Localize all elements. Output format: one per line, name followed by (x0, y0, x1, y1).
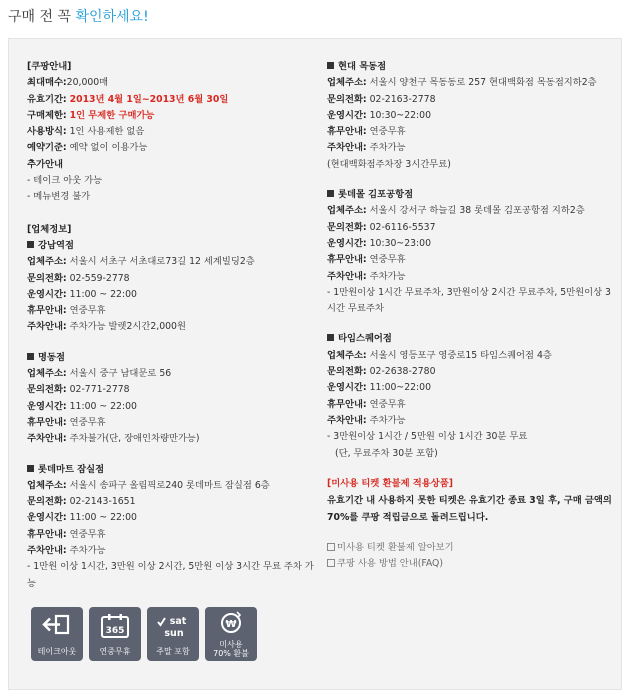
right-column (327, 59, 613, 573)
store-hyundai-mokdong: 현대 목동점 업체주소: 서울시 양천구 목동동로 257 현대백화점 목동점지하2층 문의전화: 02-2163-2778 운영시간: 10:30~22:00 휴무안내: 연중무휴 주차안내: 주차가능 (현대백화점주차장 3시간무료) (327, 59, 613, 173)
store-note: - 1만원이상 1시간 무료주차, 3만원이상 2시간 무료주차, 5만원이상 3시간 무료주차 (327, 286, 611, 315)
badge-label: 주말 포함 (156, 647, 190, 656)
square-bullet-icon (327, 190, 334, 197)
svg-text:sun: sun (164, 628, 184, 639)
left-column (27, 59, 317, 592)
badge-refund (205, 607, 257, 661)
store-note: - 1만원 이상 1시간, 3만원 이상 2시간, 5만원 이상 3시간 무료 주차 가능 (27, 561, 314, 589)
page-title (8, 6, 149, 26)
badge-label: 미사용 70% 환불 (213, 640, 249, 658)
badge-label: 연중무휴 (99, 647, 131, 656)
extra-item: - 테이크 아웃 가능 (27, 175, 103, 187)
reserve-row: 예약기준: 예약 없이 이용가능 (27, 142, 148, 154)
link-arrow-icon (327, 559, 335, 567)
refund-text: 유효기간 내 사용하지 못한 티켓은 유효기간 종료 3일 후, 구매 금액의 70%를 쿠팡 적립금으로 돌려드립니다. (327, 495, 612, 524)
calendar-365-icon (99, 613, 131, 639)
coupang-header: [쿠팡안내] (27, 61, 72, 72)
store-gangnam: 강남역점 업체주소: 서울시 서초구 서초대로73길 12 세계빌딩2층 문의전화: 02-559-2778 운영시간: 11:00 ~ 22:00 휴무안내: 연중무휴 주차안내: 주차가능 발렛2시간2,000원 (27, 239, 255, 333)
refund-header: [미사용 티켓 환불제 적용상품] (327, 477, 453, 489)
extra-label: 추가안내 (27, 158, 63, 170)
store-note: (현대백화점주차장 3시간무료) (327, 158, 451, 170)
sat-sun-icon (157, 613, 191, 641)
svg-text:sat: sat (169, 616, 187, 627)
badge-takeout (31, 607, 83, 661)
refund-70-icon (215, 611, 247, 635)
svg-text:₩: ₩ (225, 619, 237, 630)
valid-period-value: 2013년 4월 1일~2013년 6월 30일 (69, 93, 229, 105)
title-prefix: 구매 전 꼭 (8, 9, 76, 25)
store-name: 명동점 (38, 351, 65, 363)
takeout-icon (41, 613, 73, 637)
svg-text:365: 365 (105, 626, 125, 636)
max-buy-row: 최대매수:20,000매 (27, 77, 109, 89)
badge-365 (89, 607, 141, 661)
purchase-limit-row: 구매제한: 1인 무제한 구매가능 (27, 109, 155, 121)
square-bullet-icon (27, 241, 34, 248)
store-name: 롯데마트 잠실점 (38, 463, 105, 475)
square-bullet-icon (327, 62, 334, 69)
usage-row: 사용방식: 1인 사용제한 없음 (27, 126, 145, 138)
faq-link[interactable]: 쿠팡 사용 방법 안내(FAQ) (327, 556, 613, 572)
extra-item: - 메뉴변경 불가 (27, 191, 91, 203)
store-lottemart-jamsil: 롯데마트 잠실점 업체주소: 서울시 송파구 올림픽로240 롯데마트 잠실점 6층 문의전화: 02-2143-1651 운영시간: 11:00 ~ 22:00 휴무안내: 연중무휴 주차안내: 주차가능 - 1만원 이상 1시간, 3만원 이상 2시간, 5만원 이상 3시간 무료 주차 가능 (27, 462, 317, 592)
square-bullet-icon (27, 465, 34, 472)
store-name: 타임스퀘어점 (338, 333, 392, 345)
biz-header: [업체정보] (27, 223, 72, 235)
store-lottemall-gimpo: 롯데몰 김포공항점 업체주소: 서울시 강서구 하늘길 38 롯데몰 김포공항점 지하2층 문의전화: 02-6116-5537 운영시간: 10:30~23:00 휴무안내: 연중무휴 주차안내: 주차가능 - 1만원이상 1시간 무료주차, 3만원이상 2시간 무료주차, 5만원이상 3시간 무료주차 (327, 187, 613, 317)
info-panel (8, 38, 622, 690)
square-bullet-icon (327, 334, 334, 341)
store-name: 현대 목동점 (338, 61, 387, 72)
refund-info-link[interactable]: 미사용 티켓 환불제 알아보기 (327, 540, 613, 556)
store-myeongdong: 명동점 업체주소: 서울시 중구 남대문로 56 문의전화: 02-771-2778 운영시간: 11:00 ~ 22:00 휴무안내: 연중무휴 주차안내: 주차불가(단, 장애인차량만가능) (27, 351, 200, 445)
title-highlight: 확인하세요! (75, 9, 149, 25)
square-bullet-icon (27, 353, 34, 360)
badge-label: 테이크아웃 (37, 647, 77, 656)
store-name: 강남역점 (38, 239, 74, 251)
store-note: - 3만원이상 1시간 / 5만원 이상 1시간 30분 무료 (327, 431, 528, 443)
store-note: (단, 무료주차 30분 포함) (335, 447, 438, 459)
badge-weekend (147, 607, 199, 661)
purchase-limit-value: 1인 무제한 구매가능 (69, 109, 155, 121)
link-arrow-icon (327, 543, 335, 551)
store-timesquare: 타임스퀘어점 업체주소: 서울시 영등포구 영중로15 타임스퀘어점 4층 문의전화: 02-2638-2780 운영시간: 11:00~22:00 휴무안내: 연중무휴 주차안내: 주차가능 - 3만원이상 1시간 / 5만원 이상 1시간 30분 무료 (단, 무료주차 30분 포함) (327, 331, 613, 461)
valid-period-row: 유효기간: 2013년 4월 1일~2013년 6월 30일 (27, 93, 229, 105)
store-name: 롯데몰 김포공항점 (338, 189, 414, 201)
